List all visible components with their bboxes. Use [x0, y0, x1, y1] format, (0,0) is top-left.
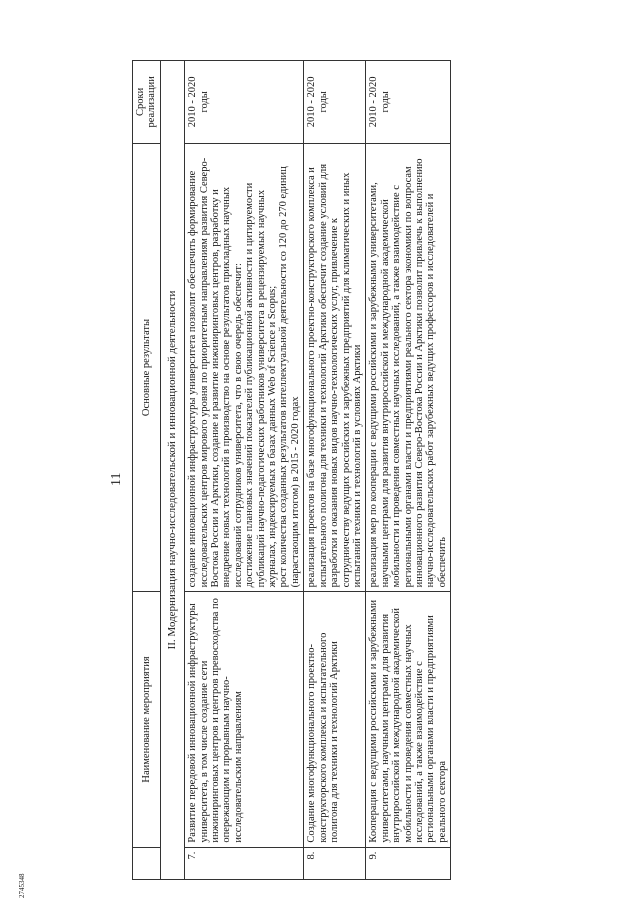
page-number: 11	[109, 472, 124, 486]
row-results: реализация проектов на базе многофункционального проектно-конструкторского комплекса и испытательного полигона для техники и технологий Арктики обеспечит создание условий для разработки и оказания новых видов научно-технологических услуг, привлечение к сотрудничеству ведущих российских и зарубежных предприятий для климатических и иных испытаний техники и технологий в условиях Арктики	[304, 143, 366, 592]
row-name: Кооперация с ведущими российскими и зарубежными университетами, научными центрами для развития внутрироссийской и международной академической мобильности и проведения совместных научных исследований, а также взаимодействие с региональными органами власти и предприятиями реального сектора	[366, 592, 451, 847]
table-row	[304, 61, 366, 880]
section-title: II. Модернизация научно-исследовательской и инновационной деятельности	[160, 61, 184, 880]
row-number: 9.	[366, 847, 451, 879]
table-row	[366, 61, 451, 880]
row-results: создание инновационной инфраструктуры университета позволит обеспечить формирование исследовательских центров мирового уровня по приоритетным направлениям развития Северо-Востока России и Арктики, создание и развитие инжиниринговых центров, разработку и внедрение новых технологий в производство на основе результатов прикладных научных исследований сотрудников университета, что в свою очередь обеспечит: достижение плановых значений показателей публикационной активности и цитируемости публикаций научно-педагогических работников университета в рецензируемых научных журналах, индексируемых в базах данных Web of Science и Scopus; рост количества созданных результатов интеллектуальной деятельности со 120 до 270 единиц (нарастающим итогом) в 2015 - 2020 годах	[185, 143, 304, 592]
row-number: 8.	[304, 847, 366, 879]
row-terms: 2010 - 2020 годы	[185, 61, 304, 144]
table-header-row	[133, 61, 161, 880]
row-terms: 2010 - 2020 годы	[366, 61, 451, 144]
row-name: Развитие передовой инновационной инфраструктуры университета, в том числе создание сети инжиниринговых центров и центров превосходства по опережающим и прорывным научно-исследовательским направлениям	[185, 592, 304, 847]
header-number	[133, 847, 161, 879]
header-results: Основные результаты	[133, 143, 161, 592]
row-number: 7.	[185, 847, 304, 879]
row-results: реализация мер по кооперации с ведущими российскими и зарубежными университетами, научными центрами для развития внутрироссийской и международной академической мобильности и проведения совместных научных исследований, а также взаимодействие с региональными органами власти и предприятиями реального сектора экономики по вопросам инновационного развития Северо-Востока России и Арктики позволит привлечь к выполнению научно-исследовательских работ зарубежных ведущих профессоров и исследователей и обеспечить	[366, 143, 451, 592]
measures-table	[132, 60, 451, 880]
header-terms: Сроки реализации	[133, 61, 161, 144]
document-code: 2745348	[18, 873, 26, 898]
row-name: Создание многофункционального проектно-конструкторского комплекса и испытательного полигона для техники и технологий Арктики	[304, 592, 366, 847]
measures-table-container	[132, 60, 612, 880]
table-row	[185, 61, 304, 880]
header-name: Наименование мероприятия	[133, 592, 161, 847]
row-terms: 2010 - 2020 годы	[304, 61, 366, 144]
section-row	[160, 61, 184, 880]
